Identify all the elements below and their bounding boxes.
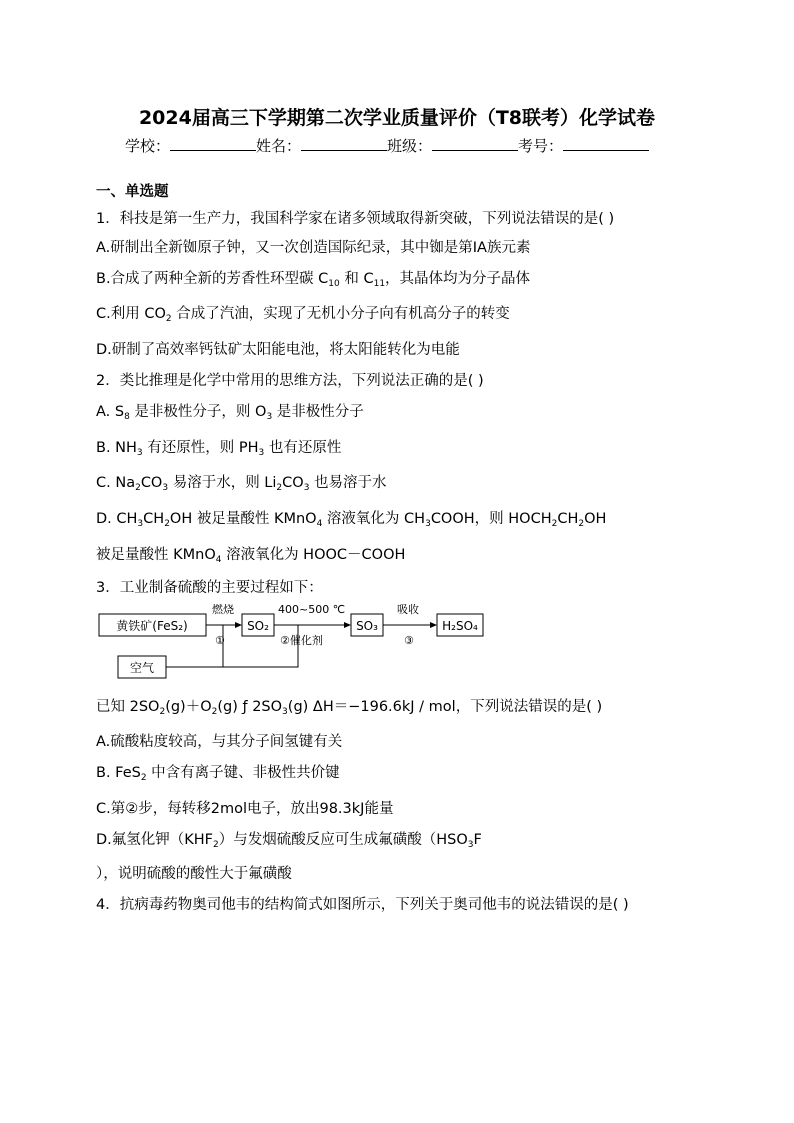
q1-option-b: B.合成了两种全新的芳香性环型碳 $C_{10}$ 和 $C_{11}$，其晶体均为分子晶体 [96, 271, 531, 289]
q2-option-b: B. $NH_3$ 有还原性，则 $PH_3$ 也有还原性 [96, 440, 342, 458]
so2-label: SO₂ [247, 619, 269, 633]
q2-option-d: D. $CH_3CH_2OH$ 被足量酸性 KMnO$_4$ 溶液氧化为 $CH_3COOH$，则 $HOCH_2CH_2OH$ [96, 511, 607, 529]
q2-stem: 2．类比推理是化学中常用的思维方法，下列说法正确的是( ) [96, 373, 484, 389]
arrow-3-head [430, 622, 437, 628]
q3-known-equation: 已知 $2SO_2(g)+O_2(g)$ ƒ $2SO_3(g)$ ΔH＝−196.6kJ / mol，下列说法错误的是( ) [96, 699, 603, 717]
so3-label: SO₃ [356, 619, 378, 633]
q2-option-c: C. $Na_2CO_3$ 易溶于水，则 $Li_2CO_3$ 也易溶于水 [96, 475, 387, 493]
arrow-2-head [344, 622, 351, 628]
name-field[interactable] [301, 136, 387, 151]
arrow-2-top-label: 400~500 ℃ [278, 604, 346, 616]
name-label: 姓名： [256, 137, 302, 155]
page-title: 2024届高三下学期第二次学业质量评价（T8联考）化学试卷 [138, 107, 656, 129]
q1-stem: 1．科技是第一生产力，我国科学家在诸多领域取得新突破，下列说法错误的是( ) [96, 211, 615, 227]
q3-option-a: A.硫酸粘度较高，与其分子间氢键有关 [96, 734, 343, 750]
school-field[interactable] [170, 136, 256, 151]
arrow-1-top-label: 燃烧 [212, 604, 234, 616]
section-heading: 一、单选题 [96, 184, 169, 200]
arrow-1-head [235, 622, 242, 628]
q1-option-a: A.研制出全新铷原子钟，又一次创造国际纪录，其中铷是第ⅠA族元素 [96, 240, 531, 256]
q3-option-c: C.第②步，每转移2mol电子，放出98.3kJ能量 [96, 801, 394, 817]
class-field[interactable] [432, 136, 518, 151]
q3-option-d: D.氟氢化钾$(KHF_2)$与发烟硫酸反应可生成氟磺酸（$HSO_3F$ [96, 832, 482, 850]
q3-option-d-continued: ），说明硫酸的酸性大于氟磺酸 [96, 866, 292, 882]
q2-option-a: A. $S_8$ 是非极性分子，则 $O_3$ 是非极性分子 [96, 404, 364, 422]
school-label: 学校： [125, 137, 171, 155]
q1-option-d: D.研制了高效率钙钛矿太阳能电池，将太阳能转化为电能 [96, 342, 460, 358]
arrow-3-bottom-label: ③ [404, 634, 414, 647]
number-field[interactable] [563, 136, 649, 151]
sulfuric-acid-process-diagram [98, 604, 498, 680]
q1-option-c: C.利用 $CO_2$ 合成了汽油，实现了无机小分子向有机高分子的转变 [96, 306, 510, 324]
h2so4-label: H₂SO₄ [442, 619, 478, 633]
arrow-3-top-label: 吸收 [397, 604, 419, 616]
number-label: 考号： [518, 137, 564, 155]
student-info-row [125, 135, 649, 156]
arrow-1-bottom-label: ① [215, 634, 225, 647]
q2-option-d-continued: 被足量酸性 KMnO$_4$ 溶液氧化为 HOOC－COOH [96, 547, 406, 565]
air-label: 空气 [129, 661, 155, 675]
class-label: 班级： [387, 137, 433, 155]
q3-option-b: B. FeS$_2$ 中含有离子键、非极性共价键 [96, 765, 340, 783]
q4-stem: 4．抗病毒药物奥司他韦的结构简式如图所示，下列关于奥司他韦的说法错误的是( ) [96, 897, 629, 913]
q3-stem: 3．工业制备硫酸的主要过程如下： [96, 580, 323, 596]
pyrite-label: 黄铁矿(FeS₂) [116, 619, 188, 633]
arrow-2-bottom-label: ②催化剂 [280, 634, 323, 647]
